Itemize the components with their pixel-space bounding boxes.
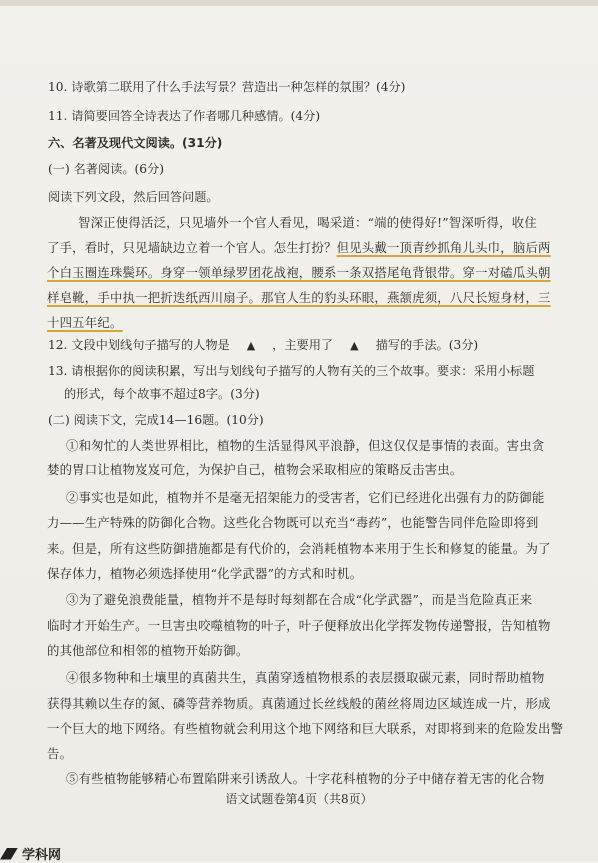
passage-2-p3-line-3: 的其他部位和相邻的植物开始防御。 bbox=[47, 643, 249, 658]
question-12 bbox=[48, 337, 478, 354]
page-edge bbox=[0, 0, 598, 6]
logo-text: 学科网 bbox=[22, 848, 62, 863]
passage-2-p2-line-4: 保存体力，植物必须选择使用“化学武器”的方式和时机。 bbox=[47, 566, 363, 581]
passage-2-p4-line-4: 告。 bbox=[47, 746, 73, 761]
question-13-line-2: 的形式，每个故事不超过8字。(3分) bbox=[64, 387, 260, 401]
passage-2-p1-line-2: 婪的胃口让植物岌岌可危，为保护自己，植物会采取相应的策略反击害虫。 bbox=[47, 462, 463, 477]
passage-2-p4-line-2: 获得其赖以生存的氮、磷等营养物质。真菌通过长丝线般的菌丝将周边区域连成一片，形成 bbox=[47, 696, 551, 711]
section-6-heading: 六、名著及现代文阅读。(31分) bbox=[48, 136, 223, 150]
passage-1-line-1: 智深正使得活泛，只见墙外一个官人看见，喝采道：“端的使得好!”智深听得，收住 bbox=[78, 215, 537, 230]
passage-2-p5-line-1: ⑤有些植物能够精心布置陷阱来引诱敌人。十字花科植物的分子中储存着无害的化合物 bbox=[66, 771, 545, 786]
question-10: 10. 诗歌第二联用了什么手法写景？营造出一种怎样的氛围？(4分) bbox=[48, 80, 406, 94]
passage-2-p2-line-3: 来。但是，所有这些防御措施都是有代价的，会消耗植物本来用于生长和修复的能量。为了 bbox=[47, 541, 551, 556]
underlined-sentence: 但见头戴一顶青纱抓角儿头巾，脑后两 bbox=[336, 240, 551, 255]
question-13-line-1: 13. 请根据你的阅读积累，写出与划线句子描写的人物有关的三个故事。要求：采用小标题 bbox=[48, 364, 535, 378]
part-2-heading: (二) 阅读下文，完成14—16题。(10分) bbox=[48, 413, 264, 427]
answer-blank-triangle: ▲ bbox=[246, 339, 256, 352]
passage-1-line-2 bbox=[47, 240, 551, 256]
passage-2-p1-line-1: ①和匆忙的人类世界相比，植物的生活显得风平浪静，但这仅仅是事情的表面。害虫贪 bbox=[66, 438, 545, 453]
question-12-text-a: 12. 文段中划线句子描写的人物是 bbox=[48, 338, 230, 352]
page-footer: 语文试题卷第4页（共8页） bbox=[225, 792, 373, 806]
passage-1-line-2-plain: 了手，看时，只见墙缺边立着一个官人。怎生打扮？ bbox=[47, 240, 337, 255]
passage-2-p4-line-3: 一个巨大的地下网络。有些植物就会利用这个地下网络和巨大联系，对即将到来的危险发出警 bbox=[47, 721, 564, 736]
underlined-line-5: 十四五年纪。 bbox=[47, 315, 123, 330]
passage-2-p3-line-2: 临时才开始生产。一旦害虫咬噬植物的叶子，叶子便释放出化学挥发物传递警报，告知植物 bbox=[47, 618, 551, 633]
passage-2-p4-line-1: ④很多物种和土壤里的真菌共生，真菌穿透植物根系的表层摄取碳元素，同时帮助植物 bbox=[66, 670, 545, 685]
underlined-line-3: 个白玉圈连珠鬓环。身穿一领单绿罗团花战袍，腰系一条双搭尾龟背银带。穿一对磕瓜头朝 bbox=[47, 265, 551, 280]
read-instruction: 阅读下列文段，然后回答问题。 bbox=[48, 190, 219, 204]
passage-2-p3-line-1: ③为了避免浪费能量，植物并不是每时每刻都在合成“化学武器”，而是当危险真正来 bbox=[66, 592, 533, 607]
question-12-text-c: 描写的手法。(3分) bbox=[375, 338, 479, 352]
logo-mark-icon bbox=[0, 848, 18, 860]
question-11: 11. 请简要回答全诗表达了作者哪几种感情。(4分) bbox=[48, 109, 321, 123]
answer-blank-triangle: ▲ bbox=[350, 339, 359, 352]
question-12-text-b: ，主要用了 bbox=[272, 338, 334, 352]
passage-2-p2-line-2: 力——生产特殊的防御化合物。这些化合物既可以充当“毒药”，也能警告同伴危险即将到 bbox=[47, 515, 539, 530]
passage-2-p2-line-1: ②事实也是如此，植物并不是毫无招架能力的受害者，它们已经进化出强有力的防御能 bbox=[66, 490, 545, 505]
site-logo bbox=[0, 846, 130, 861]
part-1-heading: (一) 名著阅读。(6分) bbox=[48, 162, 164, 176]
underlined-line-4: 样皂靴，手中执一把折迭纸西川扇子。那官人生的豹头环眼，燕颔虎须，八尺长短身材，三 bbox=[47, 290, 551, 305]
